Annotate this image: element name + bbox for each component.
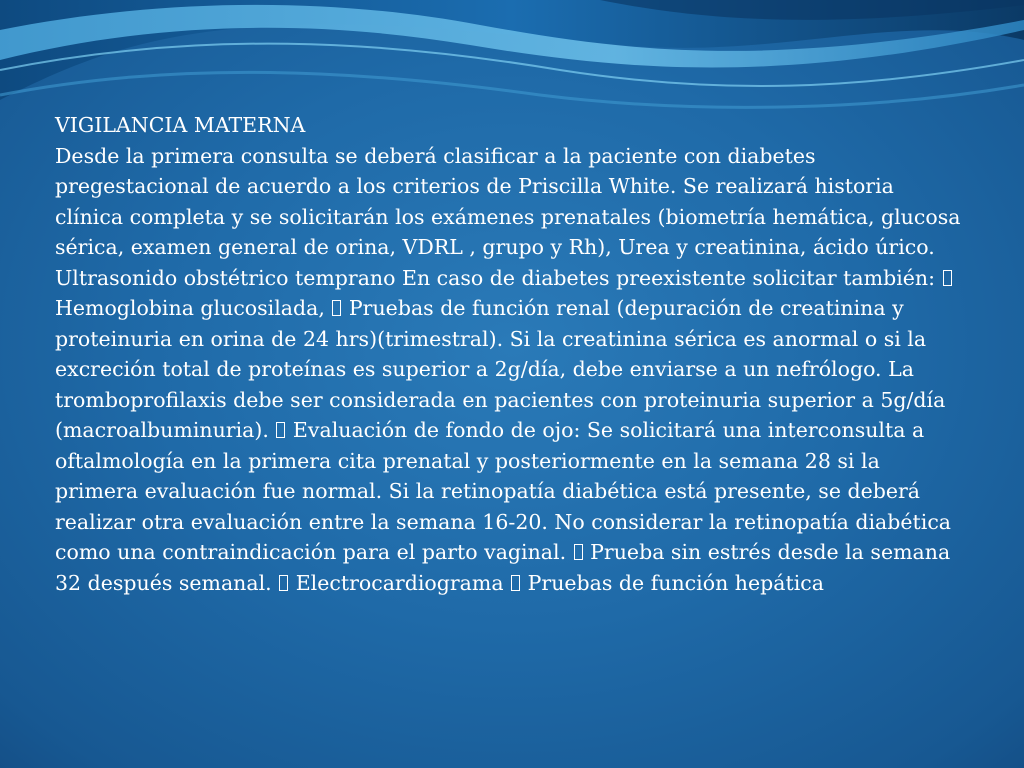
slide-heading: VIGILANCIA MATERNA (55, 113, 306, 137)
text-segment: Hemoglobina glucosilada, (55, 296, 332, 320)
missing-glyph-box-icon (276, 422, 285, 438)
text-segment: Evaluación de fondo de ojo: Se solicitará una interconsulta a oftalmología en la primera cita prenatal y posteriormente en la semana 28 si la primera evaluación fue normal. Si la retinopatía diabética está presente, se deberá realizar otra evaluación entre la semana 16-20. No considerar la retinopatía diabética como una contraindicación para el parto vaginal. (55, 418, 952, 564)
missing-glyph-box-icon (279, 575, 288, 591)
slide-paragraph (55, 141, 965, 599)
missing-glyph-box-icon (574, 544, 583, 560)
text-segment: Desde la primera consulta se deberá clasificar a la paciente con diabetes pregestacional de acuerdo a los criterios de Priscilla White. Se realizará historia clínica completa y se solicitarán los exámenes prenatales (biometría hemática, glucosa sérica, examen general de orina, VDRL , grupo y Rh), Urea y creatinina, ácido úrico. Ultrasonido obstétrico temprano En caso de diabetes preexistente solicitar también: (55, 143, 961, 290)
missing-glyph-box-icon (943, 270, 952, 286)
missing-glyph-box-icon (511, 575, 520, 591)
text-segment: Prueba sin estrés desde la semana 32 después semanal. (55, 540, 951, 595)
missing-glyph-box-icon (332, 300, 341, 316)
text-segment: Pruebas de función hepática (521, 570, 824, 595)
slide-body (55, 110, 965, 598)
text-segment: Pruebas de función renal (depuración de creatinina y proteinuria en orina de 24 hrs)(trimestral). Si la creatinina sérica es anormal o si la excreción total de proteínas es superior a 2g/día, debe enviarse a un nefrólogo. La tromboprofilaxis debe ser considerada en pacientes con proteinuria superior a 5g/día (macroalbuminuria). (55, 296, 946, 442)
text-segment: Electrocardiograma (289, 570, 511, 595)
